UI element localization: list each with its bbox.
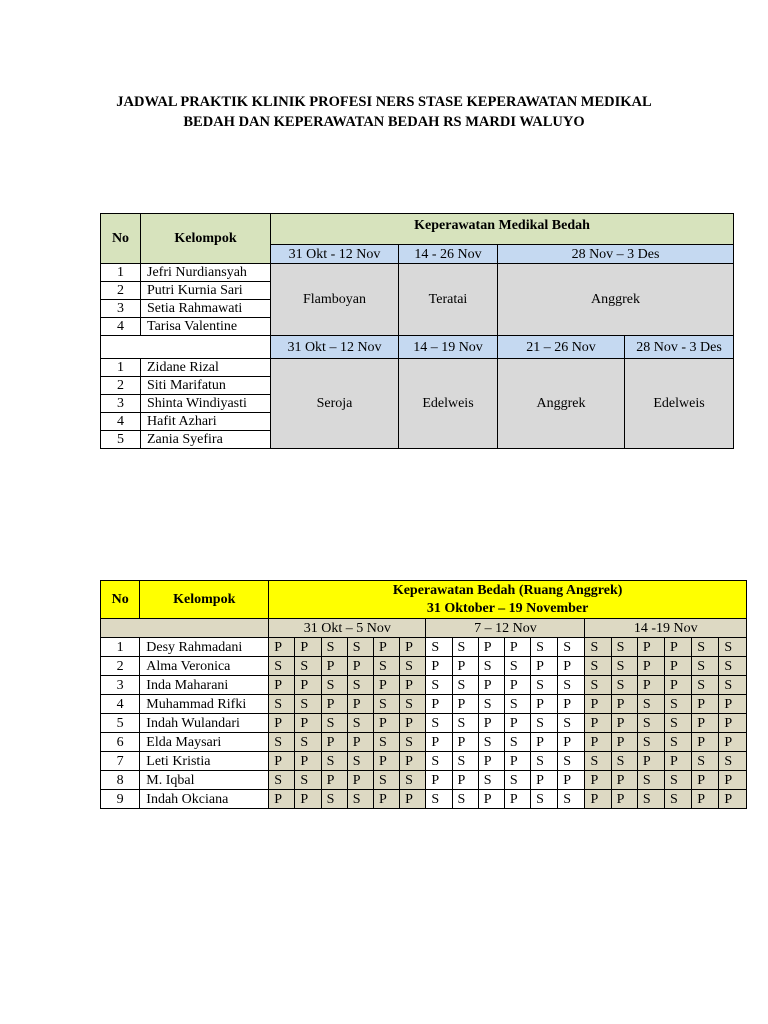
shift-cell: P (373, 790, 399, 809)
shift-cell: S (400, 695, 426, 714)
shift-cell: S (426, 790, 452, 809)
shift-cell: S (347, 790, 373, 809)
shift-cell: P (558, 695, 585, 714)
shift-cell: S (504, 771, 530, 790)
table-row (101, 752, 747, 771)
section-title: Keperawatan Medikal Bedah (271, 214, 734, 245)
row-no: 3 (101, 676, 140, 695)
shift-cell: S (452, 752, 478, 771)
shift-cell: P (665, 752, 692, 771)
shift-cell: P (665, 638, 692, 657)
shift-cell: P (719, 695, 747, 714)
table-row (101, 790, 747, 809)
member-no: 1 (101, 264, 141, 282)
shift-cell: P (611, 733, 637, 752)
shift-cell: S (452, 638, 478, 657)
room-cell: Flamboyan (271, 264, 399, 336)
shift-cell: S (373, 695, 399, 714)
shift-cell: P (531, 695, 558, 714)
shift-cell: P (558, 771, 585, 790)
shift-cell: S (426, 714, 452, 733)
shift-cell: P (585, 790, 611, 809)
table-row (101, 733, 747, 752)
row-name: Elda Maysari (140, 733, 269, 752)
member-name: Zidane Rizal (141, 359, 271, 377)
member-no: 4 (101, 413, 141, 431)
shift-cell: P (585, 733, 611, 752)
shift-cell: S (719, 752, 747, 771)
member-name: Siti Marifatun (141, 377, 271, 395)
shift-rows (101, 638, 747, 809)
shift-cell: S (347, 676, 373, 695)
shift-cell: S (531, 752, 558, 771)
shift-cell: S (269, 733, 295, 752)
shift-cell: S (478, 657, 504, 676)
shift-cell: P (611, 695, 637, 714)
shift-cell: S (478, 695, 504, 714)
shift-cell: P (321, 733, 347, 752)
period-header: 21 – 26 Nov (498, 336, 625, 359)
shift-cell: S (269, 657, 295, 676)
period-header: 14 – 19 Nov (399, 336, 498, 359)
period-header: 28 Nov - 3 Des (625, 336, 734, 359)
shift-cell: P (426, 771, 452, 790)
shift-cell: S (665, 695, 692, 714)
row-no: 2 (101, 657, 140, 676)
shift-cell: P (321, 695, 347, 714)
shift-cell: S (295, 733, 321, 752)
shift-cell: P (531, 771, 558, 790)
shift-cell: P (373, 752, 399, 771)
shift-cell: P (426, 733, 452, 752)
shift-cell: P (426, 695, 452, 714)
shift-cell: P (478, 714, 504, 733)
document-title (0, 92, 768, 132)
shift-cell: S (719, 676, 747, 695)
shift-cell: P (692, 790, 719, 809)
table-row (101, 676, 747, 695)
row-name: Indah Wulandari (140, 714, 269, 733)
shift-cell: S (504, 657, 530, 676)
shift-cell: P (504, 714, 530, 733)
shift-cell: S (611, 752, 637, 771)
shift-cell: P (692, 714, 719, 733)
shift-cell: S (347, 638, 373, 657)
shift-cell: S (558, 676, 585, 695)
shift-cell: P (478, 676, 504, 695)
shift-cell: P (692, 771, 719, 790)
shift-cell: P (478, 752, 504, 771)
row-no: 5 (101, 714, 140, 733)
shift-cell: S (719, 657, 747, 676)
shift-cell: S (269, 771, 295, 790)
shift-cell: S (321, 638, 347, 657)
shift-cell: P (269, 714, 295, 733)
member-no: 2 (101, 377, 141, 395)
shift-cell: P (373, 714, 399, 733)
row-name: Desy Rahmadani (140, 638, 269, 657)
shift-cell: S (692, 657, 719, 676)
shift-cell: S (295, 771, 321, 790)
shift-cell: S (321, 676, 347, 695)
row-name: Inda Maharani (140, 676, 269, 695)
shift-cell: P (637, 657, 664, 676)
shift-cell: P (295, 752, 321, 771)
shift-cell: S (478, 771, 504, 790)
shift-cell: P (295, 714, 321, 733)
shift-cell: S (665, 790, 692, 809)
shift-cell: S (611, 638, 637, 657)
shift-cell: P (585, 771, 611, 790)
room-cell: Edelweis (399, 359, 498, 449)
shift-cell: S (347, 714, 373, 733)
member-name: Tarisa Valentine (141, 318, 271, 336)
shift-cell: P (295, 790, 321, 809)
shift-cell: P (400, 676, 426, 695)
shift-cell: P (347, 657, 373, 676)
period-header: 31 Okt – 12 Nov (271, 336, 399, 359)
row-name: Alma Veronica (140, 657, 269, 676)
shift-cell: S (452, 714, 478, 733)
no-header: No (101, 214, 141, 264)
week-header: 14 -19 Nov (585, 619, 747, 638)
shift-cell: P (558, 733, 585, 752)
member-name: Setia Rahmawati (141, 300, 271, 318)
shift-cell: S (321, 790, 347, 809)
shift-cell: S (585, 657, 611, 676)
shift-cell: P (611, 714, 637, 733)
shift-cell: P (585, 714, 611, 733)
shift-cell: S (637, 771, 664, 790)
shift-cell: P (400, 790, 426, 809)
shift-cell: S (665, 771, 692, 790)
period-header: 14 - 26 Nov (399, 245, 498, 264)
row-name: Leti Kristia (140, 752, 269, 771)
shift-cell: P (558, 657, 585, 676)
shift-cell: S (692, 676, 719, 695)
row-name: M. Iqbal (140, 771, 269, 790)
section-date-range: 31 Oktober – 19 November (269, 600, 747, 619)
member-name: Putri Kurnia Sari (141, 282, 271, 300)
member-no: 3 (101, 395, 141, 413)
member-name: Jefri Nurdiansyah (141, 264, 271, 282)
no-header: No (101, 581, 140, 619)
shift-cell: S (637, 695, 664, 714)
week-header: 31 Okt – 5 Nov (269, 619, 426, 638)
member-name: Shinta Windiyasti (141, 395, 271, 413)
shift-cell: S (558, 638, 585, 657)
shift-cell: S (400, 771, 426, 790)
room-cell: Anggrek (498, 359, 625, 449)
table-row (101, 638, 747, 657)
shift-cell: S (373, 733, 399, 752)
row-name: Indah Okciana (140, 790, 269, 809)
shift-cell: S (373, 771, 399, 790)
shift-cell: P (347, 733, 373, 752)
row-no: 7 (101, 752, 140, 771)
shift-cell: S (585, 752, 611, 771)
member-no: 4 (101, 318, 141, 336)
member-no: 1 (101, 359, 141, 377)
week-header: 7 – 12 Nov (426, 619, 585, 638)
shift-cell: S (452, 790, 478, 809)
shift-cell: S (558, 752, 585, 771)
shift-cell: P (347, 695, 373, 714)
section-title: Keperawatan Bedah (Ruang Anggrek) (269, 581, 747, 600)
shift-cell: S (719, 638, 747, 657)
room-cell: Seroja (271, 359, 399, 449)
shift-cell: P (531, 657, 558, 676)
member-name: Zania Syefira (141, 431, 271, 449)
shift-cell: S (321, 752, 347, 771)
shift-cell: S (637, 714, 664, 733)
shift-cell: P (719, 733, 747, 752)
shift-cell: P (692, 695, 719, 714)
shift-cell: S (400, 657, 426, 676)
shift-cell: P (478, 790, 504, 809)
shift-cell: S (504, 733, 530, 752)
shift-cell: P (347, 771, 373, 790)
shift-cell: P (692, 733, 719, 752)
shift-cell: P (321, 771, 347, 790)
shift-cell: P (400, 714, 426, 733)
shift-cell: P (637, 752, 664, 771)
shift-cell: S (637, 790, 664, 809)
title-line-2: BEDAH DAN KEPERAWATAN BEDAH RS MARDI WALUYO (183, 114, 585, 130)
kelompok-header: Kelompok (140, 581, 269, 619)
row-name: Muhammad Rifki (140, 695, 269, 714)
room-cell: Teratai (399, 264, 498, 336)
shift-cell: P (269, 676, 295, 695)
shift-cell: S (637, 733, 664, 752)
member-no: 3 (101, 300, 141, 318)
shift-cell: P (321, 657, 347, 676)
shift-cell: P (665, 657, 692, 676)
table-row (101, 771, 747, 790)
shift-cell: P (504, 790, 530, 809)
shift-cell: P (585, 695, 611, 714)
shift-cell: S (426, 676, 452, 695)
shift-cell: P (269, 638, 295, 657)
shift-cell: S (295, 657, 321, 676)
row-no: 6 (101, 733, 140, 752)
shift-cell: P (719, 714, 747, 733)
shift-cell: P (269, 790, 295, 809)
shift-cell: P (373, 676, 399, 695)
shift-cell: S (585, 638, 611, 657)
shift-cell: S (269, 695, 295, 714)
shift-cell: P (295, 676, 321, 695)
shift-cell: P (719, 771, 747, 790)
shift-cell: S (531, 676, 558, 695)
shift-cell: P (452, 771, 478, 790)
shift-cell: P (452, 695, 478, 714)
shift-cell: S (347, 752, 373, 771)
shift-cell: P (295, 638, 321, 657)
shift-cell: S (531, 790, 558, 809)
spacer-cell (101, 346, 271, 359)
shift-cell: S (558, 790, 585, 809)
shift-cell: S (531, 714, 558, 733)
table-row (101, 657, 747, 676)
table-row (101, 714, 747, 733)
bedah-shift-schedule-table (100, 580, 747, 809)
period-header: 28 Nov – 3 Des (498, 245, 734, 264)
shift-cell: P (504, 676, 530, 695)
room-cell: Anggrek (498, 264, 734, 336)
shift-cell: S (400, 733, 426, 752)
shift-cell: P (426, 657, 452, 676)
period-header: 31 Okt - 12 Nov (271, 245, 399, 264)
shift-cell: P (665, 676, 692, 695)
shift-cell: S (665, 733, 692, 752)
shift-cell: S (426, 752, 452, 771)
shift-cell: S (478, 733, 504, 752)
shift-cell: P (373, 638, 399, 657)
shift-cell: S (611, 657, 637, 676)
shift-cell: S (665, 714, 692, 733)
row-no: 1 (101, 638, 140, 657)
shift-cell: S (558, 714, 585, 733)
shift-cell: P (611, 771, 637, 790)
row-no: 9 (101, 790, 140, 809)
shift-cell: S (611, 676, 637, 695)
medikal-bedah-schedule-table (100, 213, 734, 449)
shift-cell: P (504, 752, 530, 771)
row-no: 8 (101, 771, 140, 790)
shift-cell: S (504, 695, 530, 714)
shift-cell: S (531, 638, 558, 657)
shift-cell: S (426, 638, 452, 657)
shift-cell: S (692, 638, 719, 657)
shift-cell: P (269, 752, 295, 771)
shift-cell: S (321, 714, 347, 733)
week-spacer (101, 619, 269, 638)
shift-cell: P (452, 733, 478, 752)
shift-cell: S (452, 676, 478, 695)
table-row (101, 695, 747, 714)
spacer-cell (101, 336, 271, 346)
member-no: 2 (101, 282, 141, 300)
shift-cell: P (452, 657, 478, 676)
shift-cell: P (504, 638, 530, 657)
shift-cell: P (637, 638, 664, 657)
shift-cell: P (531, 733, 558, 752)
member-no: 5 (101, 431, 141, 449)
shift-cell: P (400, 638, 426, 657)
kelompok-header: Kelompok (141, 214, 271, 264)
row-no: 4 (101, 695, 140, 714)
shift-cell: P (478, 638, 504, 657)
room-cell: Edelweis (625, 359, 734, 449)
shift-cell: P (637, 676, 664, 695)
shift-cell: S (692, 752, 719, 771)
member-name: Hafit Azhari (141, 413, 271, 431)
shift-cell: P (719, 790, 747, 809)
title-line-1: JADWAL PRAKTIK KLINIK PROFESI NERS STASE KEPERAWATAN MEDIKAL (116, 94, 652, 110)
shift-cell: S (585, 676, 611, 695)
shift-cell: P (611, 790, 637, 809)
shift-cell: S (295, 695, 321, 714)
shift-cell: P (400, 752, 426, 771)
shift-cell: S (373, 657, 399, 676)
